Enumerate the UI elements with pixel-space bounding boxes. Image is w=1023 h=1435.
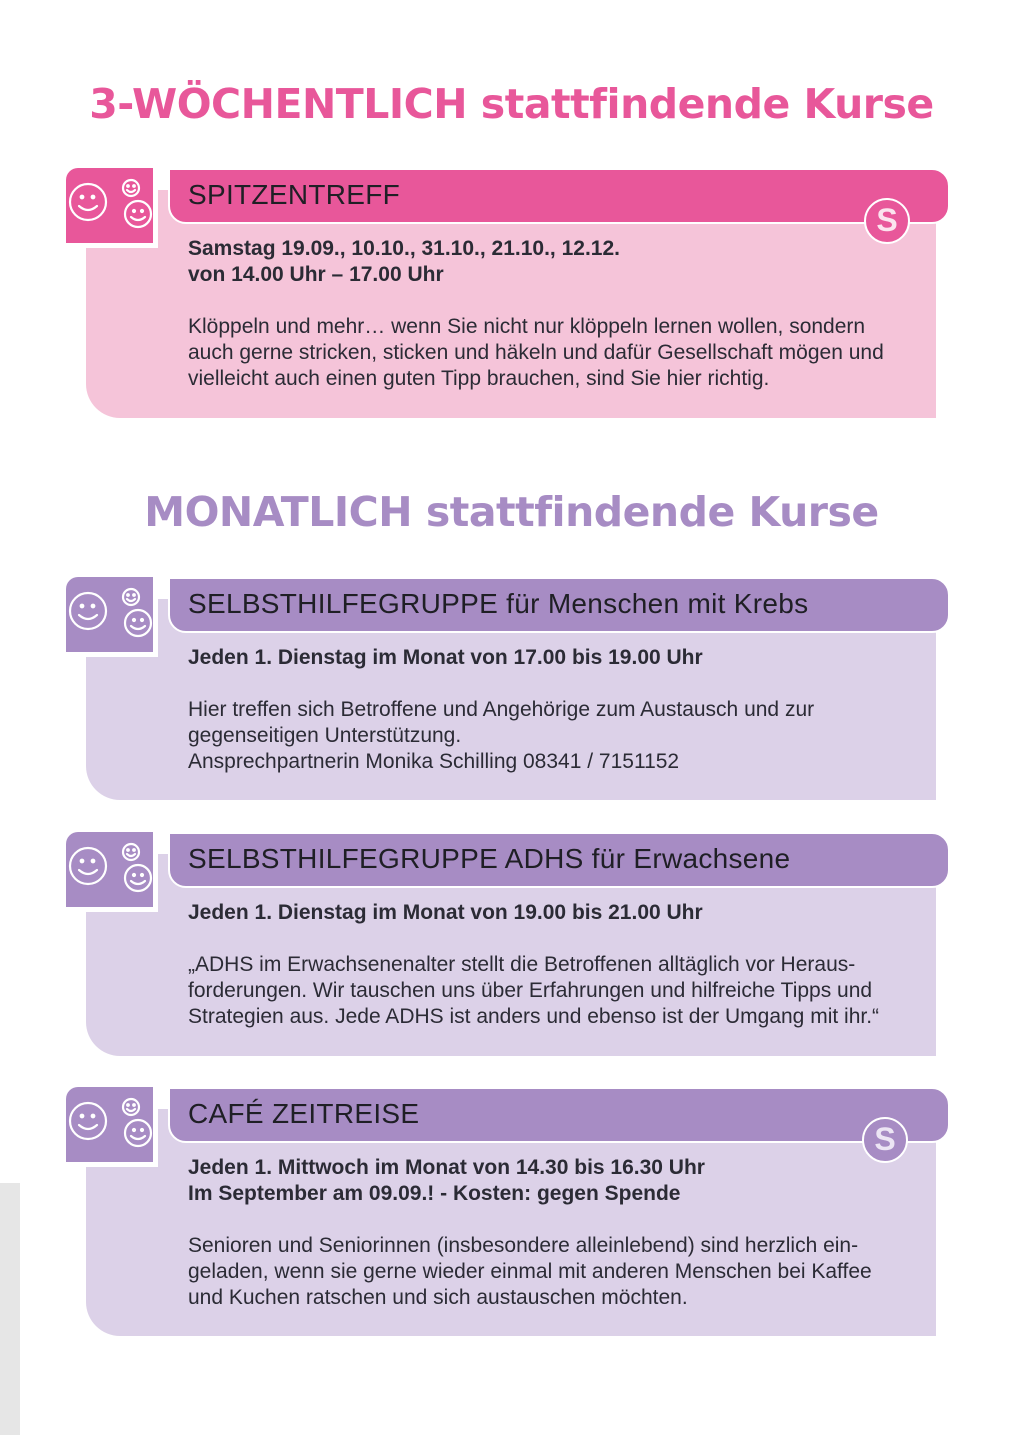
course-header bbox=[168, 168, 950, 224]
schedule-line: Jeden 1. Dienstag im Monat von 19.00 bis 21.00 Uhr bbox=[188, 901, 703, 924]
course-schedule bbox=[188, 900, 916, 926]
course-header bbox=[168, 1087, 950, 1143]
description-line: vielleicht auch einen guten Tipp brauchen, sind Sie hier richtig. bbox=[188, 367, 770, 390]
course-description bbox=[188, 1233, 916, 1311]
page-edge-bar bbox=[0, 1183, 20, 1435]
course-description bbox=[188, 697, 916, 775]
s-badge: S bbox=[864, 198, 910, 244]
course-header bbox=[168, 832, 950, 888]
course-schedule bbox=[188, 236, 916, 288]
course-card-adhs bbox=[66, 832, 950, 1056]
course-title: SPITZENTREFF bbox=[188, 179, 401, 210]
schedule-line: Im September am 09.09.! - Kosten: gegen Spende bbox=[188, 1182, 681, 1205]
schedule-line: von 14.00 Uhr – 17.00 Uhr bbox=[188, 263, 444, 286]
schedule-line: Jeden 1. Mittwoch im Monat von 14.30 bis 16.30 Uhr bbox=[188, 1156, 705, 1179]
description-line: gegenseitigen Unterstützung. bbox=[188, 724, 462, 747]
course-text bbox=[188, 900, 916, 1030]
course-schedule bbox=[188, 645, 916, 671]
description-line: Strategien aus. Jede ADHS ist anders und ebenso ist der Umgang mit ihr.“ bbox=[188, 1005, 880, 1028]
schedule-line: Jeden 1. Dienstag im Monat von 17.00 bis 19.00 Uhr bbox=[188, 646, 703, 669]
description-line: Ansprechpartnerin Monika Schilling 08341 / 7151152 bbox=[188, 750, 680, 773]
course-card-krebs bbox=[66, 577, 950, 800]
course-text bbox=[188, 1155, 916, 1311]
description-line: forderungen. Wir tauschen uns über Erfahrungen und hilfreiche Tipps und bbox=[188, 979, 873, 1002]
course-text bbox=[188, 645, 916, 775]
course-text bbox=[188, 236, 916, 392]
course-schedule bbox=[188, 1155, 916, 1207]
smiley-faces-icon bbox=[66, 168, 158, 248]
course-header bbox=[168, 577, 950, 633]
course-title: SELBSTHILFEGRUPPE ADHS für Erwachsene bbox=[188, 843, 791, 874]
course-description bbox=[188, 314, 916, 392]
course-card-cafe-zeitreise bbox=[66, 1087, 950, 1336]
description-line: geladen, wenn sie gerne wieder einmal mit anderen Menschen bei Kaffee bbox=[188, 1260, 872, 1283]
s-badge: S bbox=[862, 1117, 908, 1163]
course-description bbox=[188, 952, 916, 1030]
course-card-spitzentreff bbox=[66, 168, 950, 418]
description-line: auch gerne stricken, sticken und häkeln und dafür Gesellschaft mögen und bbox=[188, 341, 884, 364]
section-title-monthly: MONATLICH stattfindende Kurse bbox=[144, 488, 879, 536]
smiley-faces-icon bbox=[66, 832, 158, 912]
description-line: Klöppeln und mehr… wenn Sie nicht nur klöppeln lernen wollen, sondern bbox=[188, 315, 866, 338]
section-title-weekly: 3-WÖCHENTLICH stattfindende Kurse bbox=[89, 80, 934, 128]
course-title: SELBSTHILFEGRUPPE für Menschen mit Krebs bbox=[188, 588, 809, 619]
description-line: und Kuchen ratschen und sich austauschen möchten. bbox=[188, 1286, 688, 1309]
smiley-faces-icon bbox=[66, 1087, 158, 1167]
description-line: Hier treffen sich Betroffene und Angehörige zum Austausch und zur bbox=[188, 698, 815, 721]
schedule-line: Samstag 19.09., 10.10., 31.10., 21.10., 12.12. bbox=[188, 237, 620, 260]
description-line: Senioren und Seniorinnen (insbesondere alleinlebend) sind herzlich ein- bbox=[188, 1234, 859, 1257]
course-title: CAFÉ ZEITREISE bbox=[188, 1098, 420, 1129]
smiley-faces-icon bbox=[66, 577, 158, 657]
description-line: „ADHS im Erwachsenenalter stellt die Betroffenen alltäglich vor Heraus- bbox=[188, 953, 856, 976]
